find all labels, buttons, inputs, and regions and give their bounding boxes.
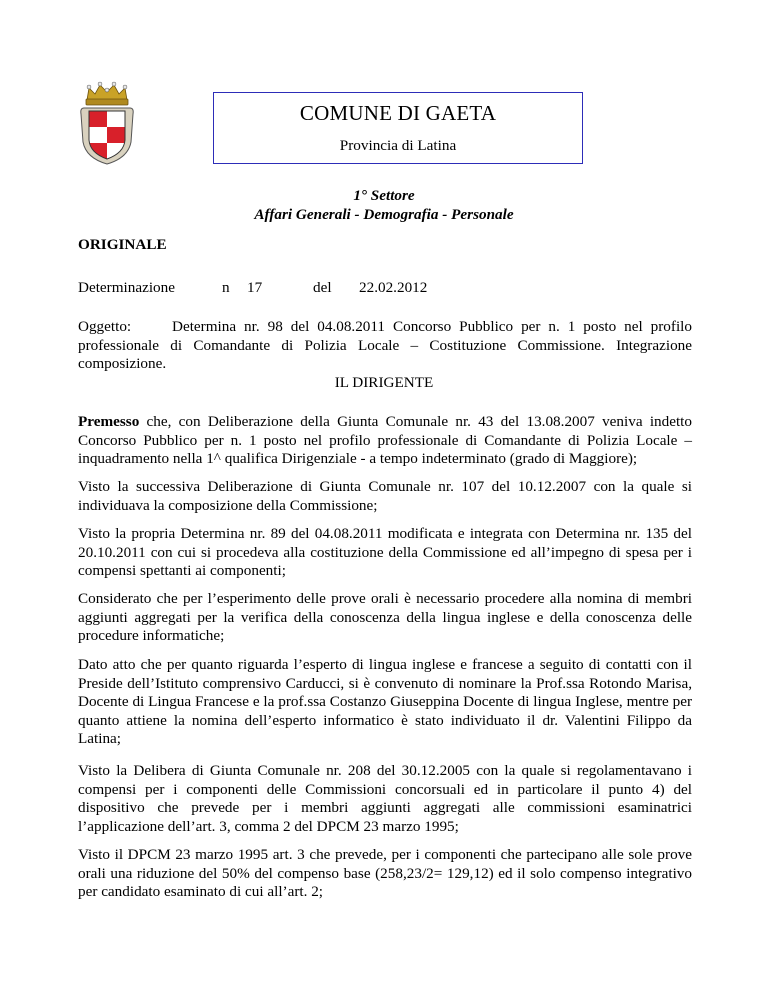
number-label: n	[222, 279, 230, 296]
paragraph-text: Visto il DPCM 23 marzo 1995 art. 3 che prevede, per i componenti che partecipano alle sole prove orali una riduzione del 50% del compenso base (258,23/2= 129,12) ed il solo compenso integrativo per candidato esaminato di cui all’art. 2;	[78, 846, 692, 900]
sector-heading	[0, 186, 768, 224]
paragraph-visto-determina	[78, 525, 692, 581]
paragraph-text: Considerato che per l’esperimento delle prove orali è necessario procedere alla nomina di membri aggiunti aggregati per la verifica della conoscenza della lingua inglese e della conoscenza delle procedure informatiche;	[78, 590, 692, 644]
paragraph-premesso	[78, 413, 692, 469]
paragraph-visto-dpcm	[78, 846, 692, 902]
sector-number: 1° Settore	[353, 187, 415, 204]
paragraph-dato-atto	[78, 656, 692, 749]
determination-date: 22.02.2012	[359, 279, 428, 296]
paragraph-lead: Premesso	[78, 413, 140, 430]
document-status-label: ORIGINALE	[78, 236, 167, 253]
subject-text: Determina nr. 98 del 04.08.2011 Concorso Pubblico per n. 1 posto nel profilo professionale di Comandante di Polizia Locale – Costituzione Commissione. Integrazione composizione.	[78, 318, 692, 372]
date-label: del	[313, 279, 332, 296]
province-subtitle: Provincia di Latina	[339, 137, 457, 154]
municipality-title: COMUNE DI GAETA	[299, 101, 497, 125]
subject-block	[78, 318, 692, 374]
paragraph-text: che, con Deliberazione della Giunta Comunale nr. 43 del 13.08.2007 veniva indetto Concorso Pubblico per n. 1 posto nel profilo professionale di Comandante di Polizia Locale – inquadramento nella 1^ qualifica Dirigenziale - a tempo indeterminato (grado di Maggiore);	[78, 413, 692, 467]
determination-number: 17	[247, 279, 263, 296]
paragraph-visto-deliberazione	[78, 478, 692, 515]
municipality-header-box	[213, 92, 583, 164]
paragraph-text: Visto la Delibera di Giunta Comunale nr. 208 del 30.12.2005 con la quale si regolamentavano i compensi per i componenti delle Commissioni concorsuali ed in particolare il punto 4) del dispositivo che prevede per i membri aggiunti aggregati alle commissioni esaminatrici l’applicazione dell’art. 3, comma 2 del DPCM 23 marzo 1995;	[78, 762, 692, 835]
paragraph-text: Dato atto che per quanto riguarda l’esperto di lingua inglese e francese a seguito di contatti con il Preside dell’Istituto comprensivo Carducci, si è convenuto di nominare la Prof.ssa Rotondo Marisa, Docente di Lingua Francese e la prof.ssa Costanzo Giuseppina Docente di lingua Inglese, mentre per quanto attiene la nomina dell’esperto informatico è stato individuato il dr. Valentini Filippo da Latina;	[78, 656, 692, 747]
coat-of-arms-icon	[78, 80, 136, 166]
sector-departments: Affari Generali - Demografia - Personale	[254, 206, 514, 223]
paragraph-text: Visto la propria Determina nr. 89 del 04.08.2011 modificata e integrata con Determina nr. 135 del 20.10.2011 con cui si procedeva alla costituzione della Commissione ed all’impegno di spesa per i compensi spettanti ai componenti;	[78, 525, 692, 579]
paragraph-visto-delibera	[78, 762, 692, 836]
paragraph-considerato	[78, 590, 692, 646]
subject-label: Oggetto:	[78, 318, 132, 335]
paragraph-text: Visto la successiva Deliberazione di Giunta Comunale nr. 107 del 10.12.2007 con la quale si individuava la composizione della Commissione;	[78, 478, 692, 514]
section-heading: IL DIRIGENTE	[334, 374, 434, 391]
determination-label: Determinazione	[78, 279, 175, 296]
